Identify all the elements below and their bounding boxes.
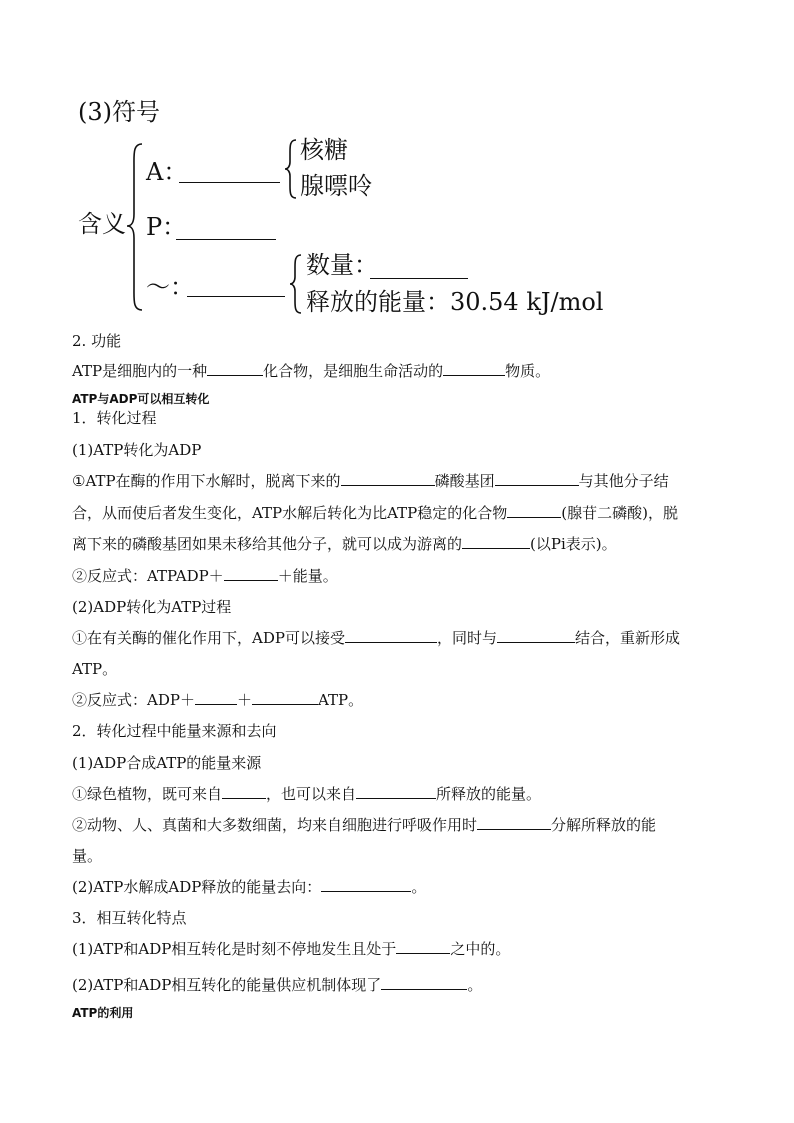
conversion-title: ATP与ADP可以相互转化 [72,392,210,406]
blank [497,628,575,643]
energy-text: 释放的能量：30.54 kJ/mol [306,288,604,316]
symbol-heading: (3)符号 [78,98,160,126]
text: ，同时与 [436,629,497,647]
a-blank [179,182,280,183]
text: ②反应式：ATPADP＋ [72,567,224,585]
p-label: P： [146,213,187,241]
a-brace [284,138,298,200]
text: 。 [467,976,483,994]
text: 所释放的能量。 [436,785,542,803]
text: (以Pi表示)。 [530,535,617,553]
text: ①ATP在酶的作用下水解时，脱离下来的 [72,472,341,490]
text: ②动物、人、真菌和大多数细菌，均来自细胞进行呼吸作用时 [72,816,478,834]
blank [341,471,435,486]
function-sentence [72,361,550,381]
blank [252,690,318,705]
a-label: A： [146,158,188,186]
paragraph-line [72,815,656,835]
text: ，也可以来自 [266,785,357,803]
ribose-text: 核糖 [300,136,348,164]
text: ＋ [236,691,252,709]
blank [321,877,411,892]
text: (2)ATP水解成ADP释放的能量去向： [72,878,322,896]
paragraph-line [72,877,426,897]
tilde-blank [187,296,285,297]
adenine-text: 腺嘌呤 [300,172,372,200]
text: 。 [411,878,427,896]
blank [477,815,551,830]
reaction-line [72,690,363,710]
meaning-label: 含义 [78,210,126,238]
text: (2)ATP和ADP相互转化的能量供应机制体现了 [72,976,382,994]
text: ＋能量。 [277,567,338,585]
blank [207,361,263,376]
blank [396,939,450,954]
text: (1)ATP和ADP相互转化是时刻不停地发生且处于 [72,940,397,958]
text: 结合，重新形成 [574,629,680,647]
paragraph-line: 量。 [72,847,103,865]
paragraph-line [72,975,482,995]
blank [224,566,278,581]
blank [195,690,237,705]
blank [507,503,561,518]
heading-features: 3．相互转化特点 [72,909,187,927]
paragraph-line [72,471,669,491]
function-text-1: ATP是细胞内的一种 [72,362,208,380]
paragraph-line [72,628,680,648]
tilde-brace [289,253,303,315]
text: 离下来的磷酸基团如果未移给其他分子，就可以成为游离的 [72,535,463,553]
blank [381,975,467,990]
text: ②反应式：ADP＋ [72,691,195,709]
paragraph-line: ATP。 [72,660,118,678]
heading-energy: 2．转化过程中能量来源和去向 [72,722,277,740]
paragraph-line [72,503,678,523]
p-blank [176,239,276,240]
function-text-3: 物质。 [505,362,551,380]
heading-energy-source: (1)ADP合成ATP的能量来源 [72,754,262,772]
reaction-line [72,566,338,586]
paragraph-line [72,784,541,804]
blank [222,784,266,799]
text: ATP。 [317,691,364,709]
text: (腺苷二磷酸)，脱 [561,504,678,522]
text: 合，从而使后者发生变化，ATP水解后转化为比ATP稳定的化合物 [72,504,508,522]
paragraph-line [72,534,617,554]
function-text-2: 化合物，是细胞生命活动的 [263,362,444,380]
text: ①绿色植物，既可来自 [72,785,223,803]
text: ①在有关酶的催化作用下，ADP可以接受 [72,629,345,647]
blank [462,534,530,549]
quantity-text: 数量： [306,251,378,279]
quantity-blank [370,278,468,279]
blank [345,628,437,643]
blank [356,784,436,799]
blank [495,471,579,486]
heading-conversion-process: 1．转化过程 [72,409,157,427]
paragraph-line [72,939,510,959]
text: 磷酸基团 [434,472,495,490]
main-brace [126,142,146,312]
blank [443,361,505,376]
heading-atp-to-adp: (1)ATP转化为ADP [72,441,202,459]
text: 与其他分子结 [578,472,669,490]
usage-title: ATP的利用 [72,1006,134,1020]
text: 之中的。 [450,940,511,958]
tilde-label: ～： [146,273,194,301]
function-number: 2. 功能 [72,332,122,350]
text: 分解所释放的能 [551,816,657,834]
heading-adp-to-atp: (2)ADP转化为ATP过程 [72,598,232,616]
